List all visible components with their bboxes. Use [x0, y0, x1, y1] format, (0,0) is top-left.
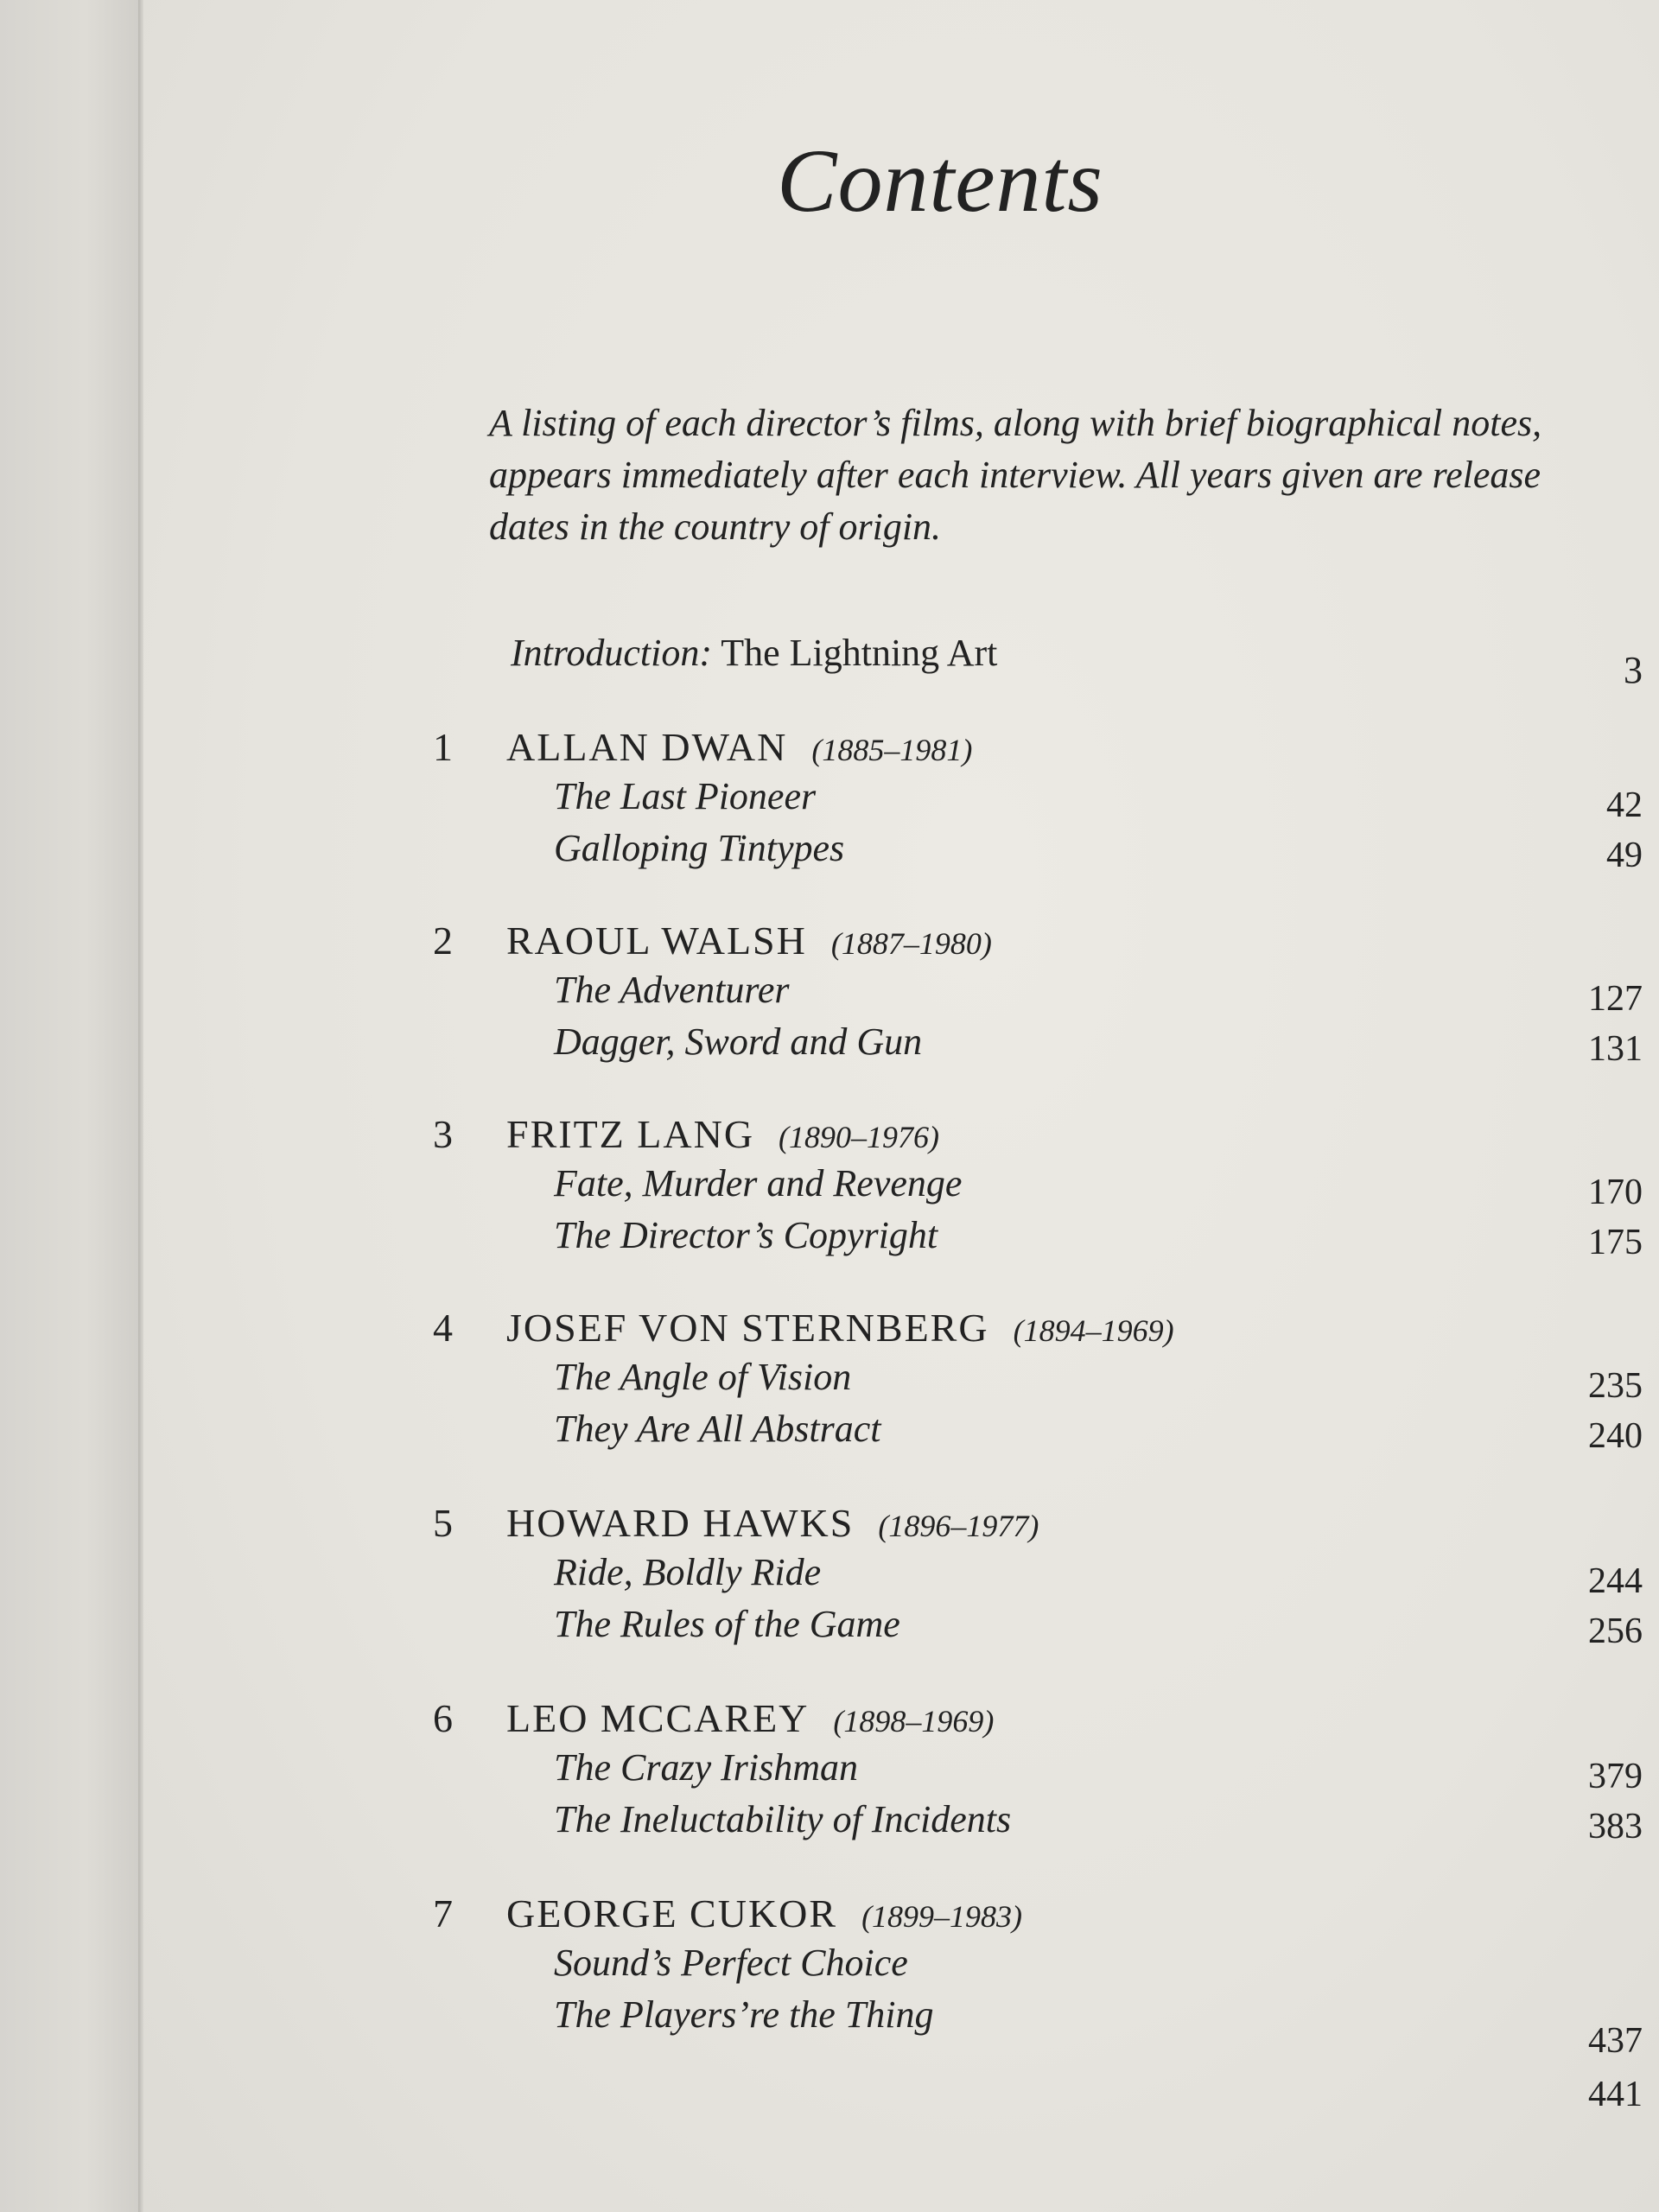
- chapter-number: 6: [433, 1696, 453, 1740]
- page-number: 441: [1588, 2075, 1643, 2114]
- director-name: FRITZ LANG: [506, 1112, 755, 1156]
- director-dates: (1899–1983): [861, 1899, 1023, 1934]
- page-number: 240: [1588, 1416, 1643, 1456]
- page-number: 244: [1588, 1561, 1643, 1601]
- director-dates: (1898–1969): [833, 1704, 995, 1738]
- director-dates: (1885–1981): [811, 733, 973, 767]
- introduction-prefix: Introduction:: [511, 632, 712, 674]
- page-number: 437: [1588, 2021, 1643, 2061]
- page-number: 42: [1606, 785, 1643, 825]
- interview-title: They Are All Abstract: [554, 1408, 881, 1450]
- chapter-heading: [506, 1305, 1174, 1351]
- page-number: 170: [1588, 1173, 1643, 1212]
- interview-title: Dagger, Sword and Gun: [554, 1020, 923, 1063]
- introduction-title: The Lightning Art: [721, 632, 998, 674]
- interview-title: Sound’s Perfect Choice: [554, 1942, 908, 1984]
- director-name: ALLAN DWAN: [506, 725, 788, 769]
- interview-title: Fate, Murder and Revenge: [554, 1162, 963, 1205]
- page-title: Contents: [777, 131, 1103, 231]
- chapter-number: 1: [433, 725, 453, 769]
- chapter-number: 5: [433, 1501, 453, 1545]
- interview-title: The Director’s Copyright: [554, 1214, 938, 1256]
- interview-title: The Ineluctability of Incidents: [554, 1798, 1012, 1840]
- interview-title: Galloping Tintypes: [554, 827, 845, 869]
- page-number: 131: [1588, 1029, 1643, 1069]
- page-number: 235: [1588, 1366, 1643, 1406]
- page-number: 175: [1588, 1223, 1643, 1262]
- chapter-heading: [506, 1695, 994, 1741]
- chapter-heading: [506, 1111, 939, 1157]
- chapter-number: 4: [433, 1306, 453, 1350]
- chapter-heading: [506, 1891, 1022, 1936]
- chapter-heading: [506, 724, 972, 770]
- director-name: LEO MCCAREY: [506, 1696, 810, 1740]
- director-dates: (1894–1969): [1013, 1313, 1174, 1348]
- page-number: 49: [1606, 836, 1643, 875]
- page-number: 383: [1588, 1807, 1643, 1847]
- facing-page-edge: [0, 0, 143, 2212]
- interview-title: The Rules of the Game: [554, 1603, 900, 1645]
- contents-page: [143, 0, 1659, 2212]
- director-name: RAOUL WALSH: [506, 918, 807, 963]
- chapter-heading: [506, 918, 992, 963]
- director-name: JOSEF VON STERNBERG: [506, 1306, 989, 1350]
- listing-note: A listing of each director’s films, along with brief biographical notes, appears immediately after each interview. All years given are release dates in the country of origin.: [489, 402, 1542, 548]
- chapter-number: 7: [433, 1891, 453, 1936]
- interview-title: Ride, Boldly Ride: [554, 1551, 822, 1593]
- chapter-heading: [506, 1500, 1039, 1546]
- interview-title: The Players’re the Thing: [554, 1993, 934, 2036]
- page-number: 127: [1588, 979, 1643, 1019]
- page-number: 379: [1588, 1757, 1643, 1796]
- director-dates: (1896–1977): [878, 1509, 1039, 1543]
- director-dates: (1890–1976): [779, 1120, 940, 1154]
- introduction-page-number: 3: [1624, 649, 1643, 691]
- director-dates: (1887–1980): [830, 926, 992, 961]
- director-name: HOWARD HAWKS: [506, 1501, 855, 1545]
- toc-introduction: [511, 631, 1643, 691]
- interview-title: The Adventurer: [554, 969, 790, 1011]
- chapter-number: 2: [433, 918, 453, 963]
- interview-title: The Angle of Vision: [554, 1356, 852, 1398]
- page-number: 256: [1588, 1611, 1643, 1651]
- interview-title: The Last Pioneer: [554, 775, 817, 817]
- chapter-number: 3: [433, 1112, 453, 1156]
- interview-title: The Crazy Irishman: [554, 1746, 859, 1789]
- director-name: GEORGE CUKOR: [506, 1891, 838, 1936]
